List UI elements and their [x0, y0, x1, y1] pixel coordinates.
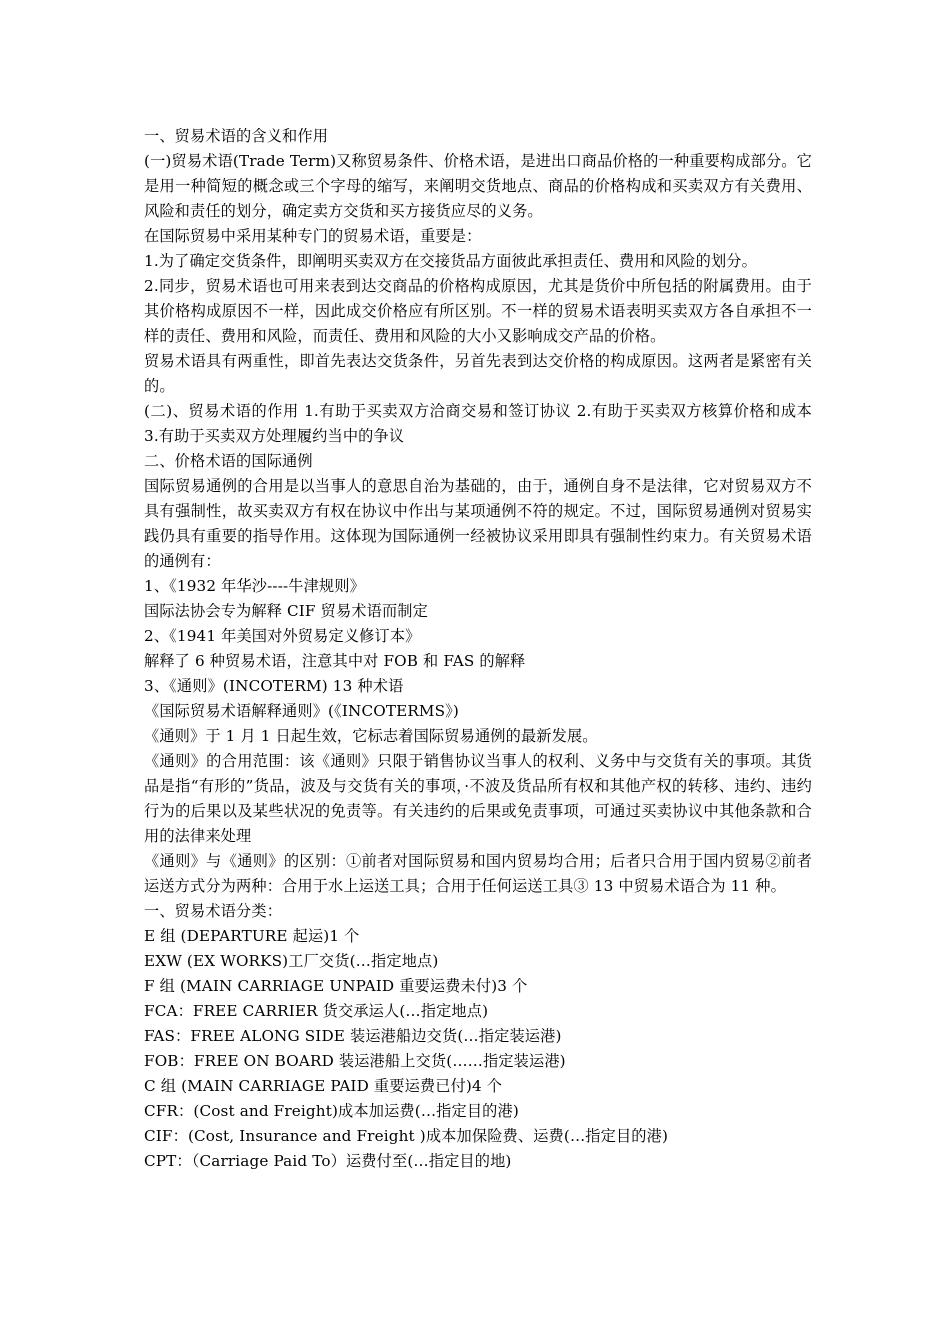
- paragraph-american-definitions-note: 解释了 6 种贸易术语，注意其中对 FOB 和 FAS 的解释: [144, 652, 526, 670]
- list-item-warsaw-oxford: 1、《1932 年华沙----牛津规则》: [144, 577, 365, 595]
- list-item-incoterm: 3、《通则》(INCOTERM) 13 种术语: [144, 677, 404, 695]
- list-item-delivery-conditions: 1.为了确定交货条件，即阐明买卖双方在交接货品方面彼此承担责任、费用和风险的划分。: [144, 252, 757, 270]
- term-cfr: CFR：(Cost and Freight)成本加运费(…指定目的港): [144, 1102, 519, 1120]
- list-item-price-composition: 2.同步，贸易术语也可用来表到达交商品的价格构成原因，尤其是货价中所包括的附属费用。由于其价格构成原因不一样，因此成交价格应有所区别。不一样的贸易术语表明买卖双方各自承担不一样的责任、费用和风险，而责任、费用和风险的大小又影响成交产品的价格。: [144, 277, 812, 345]
- paragraph-incoterms-scope: 《通则》的合用范围：该《通则》只限于销售协议当事人的权利、义务中与交货有关的事项。其货品是指“有形的”货品，波及与交货有关的事项，·不波及货品所有权和其他产权的转移、违约、违约行为的后果以及某些状况的免责等。有关违约的后果或免责事项，可通过买卖协议中其他条款和合用的法律来处理: [144, 752, 812, 845]
- paragraph-duality: 贸易术语具有两重性，即首先表达交货条件，另首先表到达交价格的构成原因。这两者是紧密有关的。: [144, 352, 812, 395]
- term-fob: FOB：FREE ON BOARD 装运港船上交货(……指定装运港): [144, 1052, 566, 1070]
- paragraph-practice-application: 国际贸易通例的合用是以当事人的意思自治为基础的，由于，通例自身不是法律，它对贸易双方不具有强制性，故买卖双方有权在协议中作出与某项通例不符的规定。不过，国际贸易通例对贸易实践仍具有重要的指导作用。这体现为国际通例一经被协议采用即具有强制性约束力。有关贸易术语的通例有：: [144, 477, 812, 570]
- heading-term-classification: 一、贸易术语分类：: [144, 902, 283, 920]
- list-item-american-definitions: 2、《1941 年美国对外贸易定义修订本》: [144, 627, 421, 645]
- heading-trade-terms-meaning: 一、贸易术语的含义和作用: [144, 127, 329, 145]
- term-cif: CIF：(Cost, Insurance and Freight )成本加保险费、运费(…指定目的港): [144, 1127, 669, 1145]
- group-e-label: E 组 (DEPARTURE 起运)1 个: [144, 927, 360, 945]
- paragraph-warsaw-oxford-note: 国际法协会专为解释 CIF 贸易术语而制定: [144, 602, 428, 620]
- document-page: [144, 124, 812, 1174]
- term-cpt: CPT：（Carriage Paid To）运费付至(…指定目的地): [144, 1152, 512, 1170]
- term-exw: EXW (EX WORKS)工厂交货(…指定地点): [144, 952, 439, 970]
- group-f-label: F 组 (MAIN CARRIAGE UNPAID 重要运费未付)3 个: [144, 977, 528, 995]
- term-fca: FCA：FREE CARRIER 货交承运人(…指定地点): [144, 1002, 489, 1020]
- term-fas: FAS：FREE ALONG SIDE 装运港船边交货(…指定装运港): [144, 1027, 562, 1045]
- paragraph-incoterms-difference: 《通则》与《通则》的区别：①前者对国际贸易和国内贸易均合用；后者只合用于国内贸易②前者运送方式分为两种：合用于水上运送工具；合用于任何运送工具③ 13 中贸易术语合为 11 种。: [144, 852, 812, 895]
- paragraph-trade-terms-role: (二)、贸易术语的作用 1.有助于买卖双方洽商交易和签订协议 2.有助于买卖双方核算价格和成本 3.有助于买卖双方处理履约当中的争议: [144, 402, 812, 445]
- paragraph-incoterms-title: 《国际贸易术语解释通则》(《INCOTERMS》): [144, 702, 459, 720]
- paragraph-incoterms-effective: 《通则》于 1 月 1 日起生效，它标志着国际贸易通例的最新发展。: [144, 727, 598, 745]
- group-c-label: C 组 (MAIN CARRIAGE PAID 重要运费已付)4 个: [144, 1077, 503, 1095]
- paragraph-importance-intro: 在国际贸易中采用某种专门的贸易术语，重要是：: [144, 227, 482, 245]
- heading-international-practice: 二、价格术语的国际通例: [144, 452, 313, 470]
- paragraph-trade-term-definition: (一)贸易术语(Trade Term)又称贸易条件、价格术语，是进出口商品价格的一种重要构成部分。它是用一种简短的概念或三个字母的缩写，来阐明交货地点、商品的价格构成和买卖双方有关费用、风险和责任的划分，确定卖方交货和买方接货应尽的义务。: [144, 152, 812, 220]
